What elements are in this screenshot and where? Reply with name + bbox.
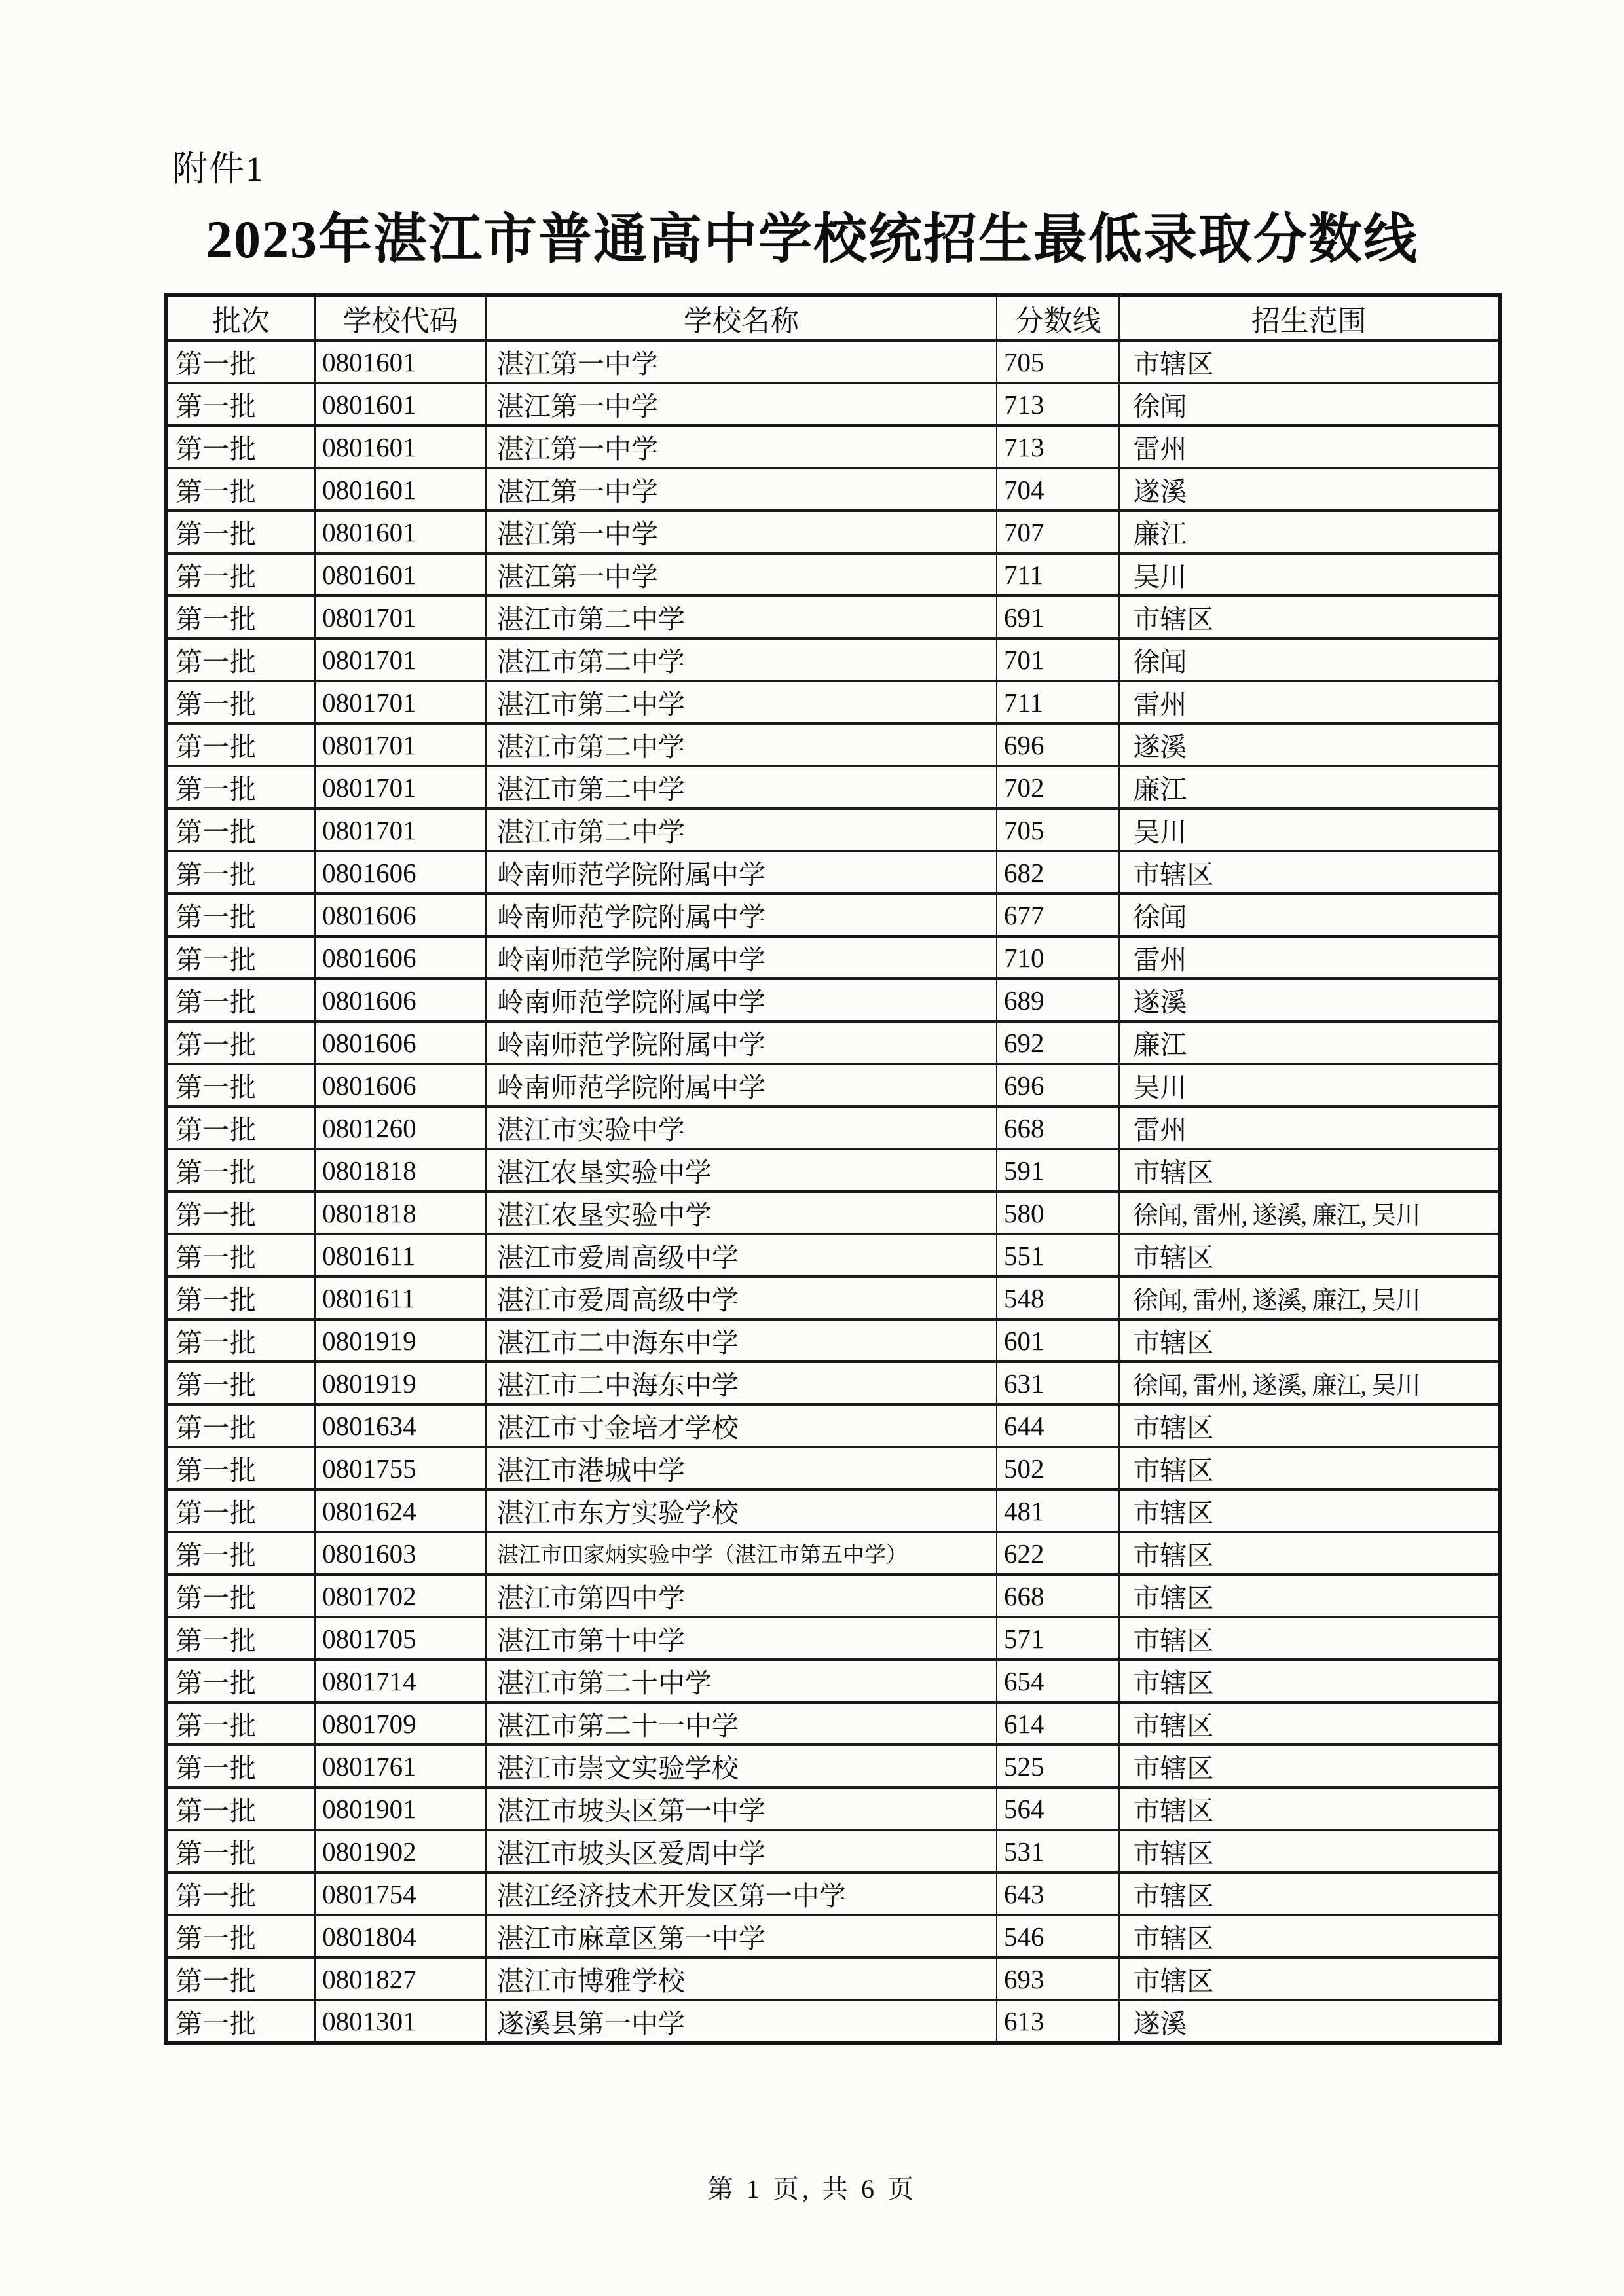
table-row [166, 1958, 1500, 2000]
batch-cell: 第一批 [166, 1915, 315, 1958]
score-cell: 689 [997, 979, 1119, 1021]
school-code-cell: 0801701 [315, 638, 486, 681]
batch-cell: 第一批 [166, 383, 315, 426]
school-name-cell: 湛江市二中海东中学 [486, 1319, 997, 1362]
table-row [166, 553, 1500, 596]
scope-cell: 廉江 [1119, 511, 1500, 553]
batch-cell: 第一批 [166, 1702, 315, 1745]
school-code-cell: 0801818 [315, 1192, 486, 1234]
school-name-cell: 湛江第一中学 [486, 340, 997, 383]
school-code-cell: 0801606 [315, 1021, 486, 1064]
scope-cell: 市辖区 [1119, 1489, 1500, 1532]
table-row [166, 1915, 1500, 1958]
table-row [166, 596, 1500, 638]
school-name-cell: 湛江市港城中学 [486, 1447, 997, 1489]
school-code-cell: 0801709 [315, 1702, 486, 1745]
batch-cell: 第一批 [166, 1192, 315, 1234]
school-code-cell: 0801919 [315, 1319, 486, 1362]
batch-cell: 第一批 [166, 979, 315, 1021]
scope-cell: 吴川 [1119, 553, 1500, 596]
scope-cell: 市辖区 [1119, 851, 1500, 894]
school-code-cell: 0801601 [315, 468, 486, 511]
batch-cell: 第一批 [166, 1489, 315, 1532]
school-name-cell: 湛江市二中海东中学 [486, 1362, 997, 1404]
school-code-cell: 0801701 [315, 681, 486, 723]
table-row [166, 1192, 1500, 1234]
scope-cell: 徐闻 [1119, 638, 1500, 681]
score-cell: 696 [997, 723, 1119, 766]
score-cell: 548 [997, 1277, 1119, 1319]
table-row [166, 1021, 1500, 1064]
table-row [166, 1447, 1500, 1489]
score-cell: 704 [997, 468, 1119, 511]
school-code-cell: 0801601 [315, 553, 486, 596]
school-code-cell: 0801606 [315, 894, 486, 936]
score-cell: 531 [997, 1830, 1119, 1872]
school-code-cell: 0801606 [315, 851, 486, 894]
table-row [166, 894, 1500, 936]
scope-cell: 市辖区 [1119, 1787, 1500, 1830]
school-code-cell: 0801601 [315, 383, 486, 426]
scope-cell: 市辖区 [1119, 596, 1500, 638]
score-cell: 551 [997, 1234, 1119, 1277]
table-row [166, 426, 1500, 468]
column-header-school-name: 学校名称 [486, 295, 997, 340]
school-name-cell: 湛江经济技术开发区第一中学 [486, 1872, 997, 1915]
school-name-cell: 湛江市坡头区爱周中学 [486, 1830, 997, 1872]
school-name-cell: 湛江市第二十中学 [486, 1660, 997, 1702]
batch-cell: 第一批 [166, 1617, 315, 1660]
batch-cell: 第一批 [166, 1021, 315, 1064]
school-name-cell: 湛江市麻章区第一中学 [486, 1915, 997, 1958]
batch-cell: 第一批 [166, 2000, 315, 2043]
table-row [166, 1702, 1500, 1745]
batch-cell: 第一批 [166, 1447, 315, 1489]
batch-cell: 第一批 [166, 1234, 315, 1277]
batch-cell: 第一批 [166, 894, 315, 936]
table-row [166, 383, 1500, 426]
scope-cell: 遂溪 [1119, 723, 1500, 766]
batch-cell: 第一批 [166, 936, 315, 979]
table-row [166, 1787, 1500, 1830]
school-name-cell: 遂溪县第一中学 [486, 2000, 997, 2043]
batch-cell: 第一批 [166, 1958, 315, 2000]
score-cell: 713 [997, 426, 1119, 468]
score-cell: 713 [997, 383, 1119, 426]
table-row [166, 1106, 1500, 1149]
table-row [166, 979, 1500, 1021]
scope-cell: 廉江 [1119, 1021, 1500, 1064]
school-name-cell: 湛江农垦实验中学 [486, 1192, 997, 1234]
table-row [166, 766, 1500, 809]
batch-cell: 第一批 [166, 809, 315, 851]
scope-cell: 徐闻, 雷州, 遂溪, 廉江, 吴川 [1119, 1192, 1500, 1234]
table-row [166, 723, 1500, 766]
school-name-cell: 湛江市第二中学 [486, 638, 997, 681]
table-row [166, 1532, 1500, 1575]
school-name-cell: 岭南师范学院附属中学 [486, 936, 997, 979]
score-cell: 525 [997, 1745, 1119, 1787]
score-cell: 601 [997, 1319, 1119, 1362]
score-cell: 711 [997, 681, 1119, 723]
batch-cell: 第一批 [166, 1319, 315, 1362]
batch-cell: 第一批 [166, 1362, 315, 1404]
table-row [166, 936, 1500, 979]
scope-cell: 市辖区 [1119, 1915, 1500, 1958]
batch-cell: 第一批 [166, 553, 315, 596]
school-code-cell: 0801601 [315, 426, 486, 468]
school-code-cell: 0801603 [315, 1532, 486, 1575]
scope-cell: 市辖区 [1119, 340, 1500, 383]
score-cell: 614 [997, 1702, 1119, 1745]
school-code-cell: 0801301 [315, 2000, 486, 2043]
scope-cell: 雷州 [1119, 1106, 1500, 1149]
scope-cell: 市辖区 [1119, 1149, 1500, 1192]
score-cell: 668 [997, 1106, 1119, 1149]
score-cell: 705 [997, 340, 1119, 383]
score-cell: 677 [997, 894, 1119, 936]
scope-cell: 徐闻, 雷州, 遂溪, 廉江, 吴川 [1119, 1362, 1500, 1404]
score-cell: 711 [997, 553, 1119, 596]
scope-cell: 遂溪 [1119, 468, 1500, 511]
table-row [166, 1872, 1500, 1915]
table-row [166, 1830, 1500, 1872]
school-code-cell: 0801701 [315, 723, 486, 766]
school-code-cell: 0801755 [315, 1447, 486, 1489]
school-name-cell: 湛江市坡头区第一中学 [486, 1787, 997, 1830]
scope-cell: 市辖区 [1119, 1702, 1500, 1745]
batch-cell: 第一批 [166, 1787, 315, 1830]
batch-cell: 第一批 [166, 766, 315, 809]
batch-cell: 第一批 [166, 1106, 315, 1149]
table-row [166, 468, 1500, 511]
school-code-cell: 0801714 [315, 1660, 486, 1702]
score-cell: 702 [997, 766, 1119, 809]
school-code-cell: 0801705 [315, 1617, 486, 1660]
school-name-cell: 湛江第一中学 [486, 468, 997, 511]
school-code-cell: 0801902 [315, 1830, 486, 1872]
table-row [166, 1575, 1500, 1617]
scope-cell: 市辖区 [1119, 1532, 1500, 1575]
school-code-cell: 0801901 [315, 1787, 486, 1830]
school-name-cell: 湛江第一中学 [486, 553, 997, 596]
column-header-school-code: 学校代码 [315, 295, 486, 340]
scope-cell: 吴川 [1119, 1064, 1500, 1106]
school-name-cell: 湛江市博雅学校 [486, 1958, 997, 2000]
school-name-cell: 湛江市第二中学 [486, 723, 997, 766]
scope-cell: 廉江 [1119, 766, 1500, 809]
batch-cell: 第一批 [166, 723, 315, 766]
score-cell: 692 [997, 1021, 1119, 1064]
school-name-cell: 湛江第一中学 [486, 426, 997, 468]
table-row [166, 1319, 1500, 1362]
score-cell: 710 [997, 936, 1119, 979]
score-cell: 622 [997, 1532, 1119, 1575]
school-code-cell: 0801919 [315, 1362, 486, 1404]
batch-cell: 第一批 [166, 1149, 315, 1192]
school-code-cell: 0801624 [315, 1489, 486, 1532]
table-row [166, 809, 1500, 851]
table-row [166, 1362, 1500, 1404]
scope-cell: 市辖区 [1119, 1404, 1500, 1447]
scope-cell: 遂溪 [1119, 979, 1500, 1021]
score-cell: 707 [997, 511, 1119, 553]
batch-cell: 第一批 [166, 596, 315, 638]
table-row [166, 2000, 1500, 2043]
score-cell: 613 [997, 2000, 1119, 2043]
scope-cell: 市辖区 [1119, 1958, 1500, 2000]
scope-cell: 市辖区 [1119, 1575, 1500, 1617]
score-cell: 502 [997, 1447, 1119, 1489]
scope-cell: 徐闻 [1119, 894, 1500, 936]
school-code-cell: 0801701 [315, 766, 486, 809]
school-code-cell: 0801761 [315, 1745, 486, 1787]
batch-cell: 第一批 [166, 1575, 315, 1617]
school-name-cell: 岭南师范学院附属中学 [486, 894, 997, 936]
school-code-cell: 0801606 [315, 936, 486, 979]
batch-cell: 第一批 [166, 468, 315, 511]
batch-cell: 第一批 [166, 511, 315, 553]
table-row [166, 1660, 1500, 1702]
score-cell: 705 [997, 809, 1119, 851]
scope-cell: 市辖区 [1119, 1872, 1500, 1915]
school-name-cell: 岭南师范学院附属中学 [486, 851, 997, 894]
scope-cell: 市辖区 [1119, 1319, 1500, 1362]
school-name-cell: 湛江市田家炳实验中学（湛江市第五中学） [486, 1532, 997, 1575]
score-cell: 668 [997, 1575, 1119, 1617]
school-code-cell: 0801606 [315, 979, 486, 1021]
scope-cell: 市辖区 [1119, 1447, 1500, 1489]
school-code-cell: 0801754 [315, 1872, 486, 1915]
scope-cell: 徐闻, 雷州, 遂溪, 廉江, 吴川 [1119, 1277, 1500, 1319]
school-code-cell: 0801804 [315, 1915, 486, 1958]
school-code-cell: 0801601 [315, 340, 486, 383]
school-name-cell: 湛江市第四中学 [486, 1575, 997, 1617]
school-name-cell: 湛江市东方实验学校 [486, 1489, 997, 1532]
score-cell: 546 [997, 1915, 1119, 1958]
score-cell: 682 [997, 851, 1119, 894]
score-cell: 644 [997, 1404, 1119, 1447]
school-name-cell: 湛江农垦实验中学 [486, 1149, 997, 1192]
score-cell: 643 [997, 1872, 1119, 1915]
school-code-cell: 0801701 [315, 809, 486, 851]
score-cell: 701 [997, 638, 1119, 681]
school-code-cell: 0801601 [315, 511, 486, 553]
school-name-cell: 湛江市实验中学 [486, 1106, 997, 1149]
page-title: 2023年湛江市普通高中学校统招生最低录取分数线 [205, 210, 1418, 269]
page-footer: 第 1 页, 共 6 页 [707, 2174, 917, 2204]
school-name-cell: 湛江市第二十一中学 [486, 1702, 997, 1745]
attachment-label: 附件1 [172, 149, 265, 189]
school-code-cell: 0801611 [315, 1277, 486, 1319]
scope-cell: 雷州 [1119, 936, 1500, 979]
school-name-cell: 湛江市第二中学 [486, 766, 997, 809]
score-cell: 571 [997, 1617, 1119, 1660]
school-name-cell: 湛江市崇文实验学校 [486, 1745, 997, 1787]
score-cell: 580 [997, 1192, 1119, 1234]
table-row [166, 1234, 1500, 1277]
school-name-cell: 湛江市寸金培才学校 [486, 1404, 997, 1447]
table-row [166, 1745, 1500, 1787]
score-cell: 631 [997, 1362, 1119, 1404]
table-row [166, 681, 1500, 723]
table-row [166, 638, 1500, 681]
score-cell: 696 [997, 1064, 1119, 1106]
batch-cell: 第一批 [166, 340, 315, 383]
table-row [166, 1617, 1500, 1660]
scope-cell: 雷州 [1119, 681, 1500, 723]
school-name-cell: 湛江市爱周高级中学 [486, 1277, 997, 1319]
batch-cell: 第一批 [166, 681, 315, 723]
batch-cell: 第一批 [166, 426, 315, 468]
school-code-cell: 0801818 [315, 1149, 486, 1192]
school-code-cell: 0801634 [315, 1404, 486, 1447]
school-name-cell: 湛江第一中学 [486, 383, 997, 426]
batch-cell: 第一批 [166, 1404, 315, 1447]
scope-cell: 市辖区 [1119, 1617, 1500, 1660]
table-row [166, 1277, 1500, 1319]
table-row [166, 1404, 1500, 1447]
school-code-cell: 0801701 [315, 596, 486, 638]
batch-cell: 第一批 [166, 1872, 315, 1915]
batch-cell: 第一批 [166, 1064, 315, 1106]
score-cell: 693 [997, 1958, 1119, 2000]
scope-cell: 吴川 [1119, 809, 1500, 851]
school-code-cell: 0801827 [315, 1958, 486, 2000]
scope-cell: 遂溪 [1119, 2000, 1500, 2043]
table-row [166, 1489, 1500, 1532]
table-row [166, 511, 1500, 553]
batch-cell: 第一批 [166, 1830, 315, 1872]
school-code-cell: 0801702 [315, 1575, 486, 1617]
column-header-score-line: 分数线 [997, 295, 1119, 340]
batch-cell: 第一批 [166, 1277, 315, 1319]
batch-cell: 第一批 [166, 1532, 315, 1575]
school-name-cell: 湛江市第二中学 [486, 681, 997, 723]
school-name-cell: 湛江市第十中学 [486, 1617, 997, 1660]
column-header-batch: 批次 [166, 295, 315, 340]
school-name-cell: 岭南师范学院附属中学 [486, 1021, 997, 1064]
table-row [166, 1064, 1500, 1106]
scope-cell: 徐闻 [1119, 383, 1500, 426]
batch-cell: 第一批 [166, 1660, 315, 1702]
score-cell: 481 [997, 1489, 1119, 1532]
score-cell: 564 [997, 1787, 1119, 1830]
table-row [166, 340, 1500, 383]
score-cell: 591 [997, 1149, 1119, 1192]
batch-cell: 第一批 [166, 851, 315, 894]
school-name-cell: 岭南师范学院附属中学 [486, 979, 997, 1021]
scope-cell: 市辖区 [1119, 1830, 1500, 1872]
column-header-enrollment-scope: 招生范围 [1119, 295, 1500, 340]
batch-cell: 第一批 [166, 638, 315, 681]
school-name-cell: 湛江第一中学 [486, 511, 997, 553]
scope-cell: 雷州 [1119, 426, 1500, 468]
scope-cell: 市辖区 [1119, 1660, 1500, 1702]
table-header-row [166, 295, 1500, 340]
school-name-cell: 湛江市第二中学 [486, 596, 997, 638]
school-name-cell: 湛江市爱周高级中学 [486, 1234, 997, 1277]
school-code-cell: 0801260 [315, 1106, 486, 1149]
school-code-cell: 0801606 [315, 1064, 486, 1106]
scope-cell: 市辖区 [1119, 1745, 1500, 1787]
school-name-cell: 湛江市第二中学 [486, 809, 997, 851]
table-row [166, 851, 1500, 894]
score-table [164, 293, 1502, 2045]
scope-cell: 市辖区 [1119, 1234, 1500, 1277]
score-cell: 654 [997, 1660, 1119, 1702]
score-cell: 691 [997, 596, 1119, 638]
school-name-cell: 岭南师范学院附属中学 [486, 1064, 997, 1106]
batch-cell: 第一批 [166, 1745, 315, 1787]
table-row [166, 1149, 1500, 1192]
school-code-cell: 0801611 [315, 1234, 486, 1277]
